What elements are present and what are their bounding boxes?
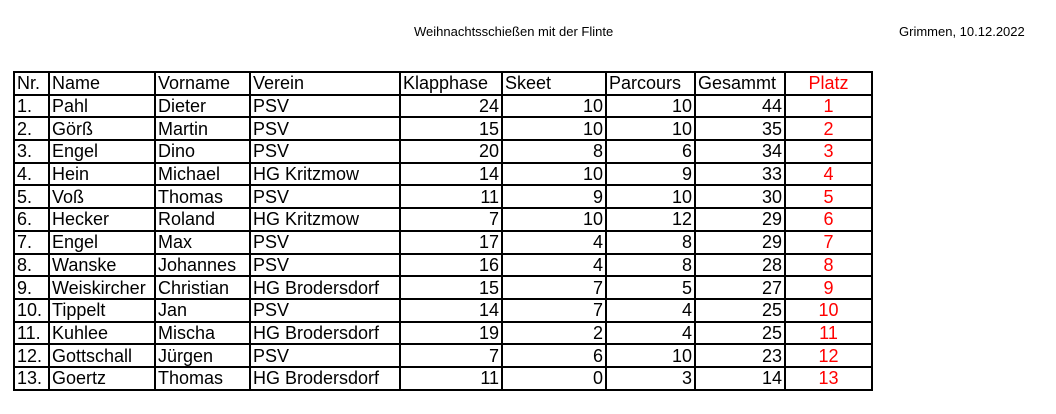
- col-header-vorname: Vorname: [155, 72, 250, 95]
- cell-parcours: 12: [606, 208, 695, 231]
- cell-skeet: 10: [502, 95, 606, 118]
- cell-name: Voß: [49, 185, 155, 208]
- cell-nr: 13.: [14, 367, 49, 390]
- cell-skeet: 7: [502, 276, 606, 299]
- cell-gesammt: 23: [695, 344, 785, 367]
- cell-vorname: Jürgen: [155, 344, 250, 367]
- col-header-klapphase: Klapphase: [400, 72, 502, 95]
- cell-skeet: 9: [502, 185, 606, 208]
- cell-vorname: Michael: [155, 163, 250, 186]
- cell-nr: 11.: [14, 322, 49, 345]
- cell-gesammt: 44: [695, 95, 785, 118]
- cell-verein: HG Kritzmow: [250, 163, 400, 186]
- results-table: [13, 71, 873, 391]
- cell-parcours: 6: [606, 140, 695, 163]
- col-header-name: Name: [49, 72, 155, 95]
- cell-klapphase: 24: [400, 95, 502, 118]
- cell-vorname: Dino: [155, 140, 250, 163]
- cell-gesammt: 14: [695, 367, 785, 390]
- cell-parcours: 3: [606, 367, 695, 390]
- cell-gesammt: 28: [695, 254, 785, 277]
- cell-gesammt: 25: [695, 299, 785, 322]
- cell-vorname: Max: [155, 231, 250, 254]
- cell-skeet: 10: [502, 208, 606, 231]
- cell-klapphase: 17: [400, 231, 502, 254]
- cell-klapphase: 14: [400, 299, 502, 322]
- cell-platz: 3: [785, 140, 872, 163]
- cell-skeet: 8: [502, 140, 606, 163]
- cell-gesammt: 27: [695, 276, 785, 299]
- cell-vorname: Christian: [155, 276, 250, 299]
- cell-name: Pahl: [49, 95, 155, 118]
- cell-parcours: 4: [606, 299, 695, 322]
- cell-verein: HG Kritzmow: [250, 208, 400, 231]
- cell-klapphase: 16: [400, 254, 502, 277]
- cell-verein: HG Brodersdorf: [250, 367, 400, 390]
- cell-platz: 4: [785, 163, 872, 186]
- cell-nr: 5.: [14, 185, 49, 208]
- cell-nr: 4.: [14, 163, 49, 186]
- cell-verein: PSV: [250, 95, 400, 118]
- cell-platz: 2: [785, 117, 872, 140]
- cell-platz: 13: [785, 367, 872, 390]
- cell-name: Görß: [49, 117, 155, 140]
- cell-verein: PSV: [250, 254, 400, 277]
- cell-gesammt: 29: [695, 208, 785, 231]
- cell-platz: 8: [785, 254, 872, 277]
- table-row: [14, 163, 872, 186]
- cell-verein: PSV: [250, 299, 400, 322]
- cell-name: Tippelt: [49, 299, 155, 322]
- cell-nr: 9.: [14, 276, 49, 299]
- cell-platz: 11: [785, 322, 872, 345]
- cell-verein: PSV: [250, 344, 400, 367]
- cell-name: Gottschall: [49, 344, 155, 367]
- cell-parcours: 4: [606, 322, 695, 345]
- table-row: [14, 231, 872, 254]
- table-row: [14, 140, 872, 163]
- cell-vorname: Thomas: [155, 185, 250, 208]
- cell-klapphase: 15: [400, 117, 502, 140]
- table-row: [14, 117, 872, 140]
- cell-skeet: 10: [502, 163, 606, 186]
- cell-klapphase: 15: [400, 276, 502, 299]
- cell-klapphase: 20: [400, 140, 502, 163]
- col-header-parcours: Parcours: [606, 72, 695, 95]
- cell-parcours: 10: [606, 95, 695, 118]
- place-date: Grimmen, 10.12.2022: [899, 24, 1025, 39]
- cell-vorname: Jan: [155, 299, 250, 322]
- cell-klapphase: 19: [400, 322, 502, 345]
- cell-parcours: 10: [606, 117, 695, 140]
- col-header-nr: Nr.: [14, 72, 49, 95]
- cell-vorname: Martin: [155, 117, 250, 140]
- table-row: [14, 344, 872, 367]
- table-row: [14, 208, 872, 231]
- cell-platz: 10: [785, 299, 872, 322]
- col-header-platz: Platz: [785, 72, 872, 95]
- table-row: [14, 254, 872, 277]
- cell-name: Engel: [49, 140, 155, 163]
- cell-platz: 5: [785, 185, 872, 208]
- cell-parcours: 9: [606, 163, 695, 186]
- cell-gesammt: 30: [695, 185, 785, 208]
- cell-name: Hein: [49, 163, 155, 186]
- cell-nr: 1.: [14, 95, 49, 118]
- cell-verein: HG Brodersdorf: [250, 276, 400, 299]
- cell-skeet: 2: [502, 322, 606, 345]
- cell-klapphase: 11: [400, 185, 502, 208]
- cell-platz: 12: [785, 344, 872, 367]
- cell-gesammt: 33: [695, 163, 785, 186]
- cell-nr: 6.: [14, 208, 49, 231]
- document-title: Weihnachtsschießen mit der Flinte: [414, 24, 614, 39]
- col-header-verein: Verein: [250, 72, 400, 95]
- cell-parcours: 10: [606, 185, 695, 208]
- cell-nr: 12.: [14, 344, 49, 367]
- cell-skeet: 0: [502, 367, 606, 390]
- cell-platz: 1: [785, 95, 872, 118]
- table-row: [14, 185, 872, 208]
- table-row: [14, 95, 872, 118]
- cell-skeet: 4: [502, 254, 606, 277]
- cell-gesammt: 34: [695, 140, 785, 163]
- cell-nr: 2.: [14, 117, 49, 140]
- cell-verein: PSV: [250, 117, 400, 140]
- cell-skeet: 6: [502, 344, 606, 367]
- cell-vorname: Mischa: [155, 322, 250, 345]
- cell-gesammt: 29: [695, 231, 785, 254]
- cell-skeet: 7: [502, 299, 606, 322]
- table-row: [14, 367, 872, 390]
- cell-vorname: Thomas: [155, 367, 250, 390]
- cell-gesammt: 25: [695, 322, 785, 345]
- table-row: [14, 299, 872, 322]
- cell-vorname: Dieter: [155, 95, 250, 118]
- cell-platz: 7: [785, 231, 872, 254]
- cell-nr: 10.: [14, 299, 49, 322]
- cell-name: Kuhlee: [49, 322, 155, 345]
- cell-nr: 8.: [14, 254, 49, 277]
- cell-klapphase: 7: [400, 208, 502, 231]
- cell-platz: 9: [785, 276, 872, 299]
- cell-klapphase: 14: [400, 163, 502, 186]
- cell-parcours: 8: [606, 254, 695, 277]
- cell-klapphase: 11: [400, 367, 502, 390]
- cell-nr: 7.: [14, 231, 49, 254]
- cell-skeet: 10: [502, 117, 606, 140]
- cell-name: Engel: [49, 231, 155, 254]
- cell-verein: PSV: [250, 231, 400, 254]
- cell-platz: 6: [785, 208, 872, 231]
- cell-nr: 3.: [14, 140, 49, 163]
- cell-klapphase: 7: [400, 344, 502, 367]
- col-header-gesammt: Gesammt: [695, 72, 785, 95]
- table-row: [14, 322, 872, 345]
- cell-skeet: 4: [502, 231, 606, 254]
- cell-name: Weiskircher: [49, 276, 155, 299]
- table-header-row: [14, 72, 872, 95]
- cell-vorname: Johannes: [155, 254, 250, 277]
- cell-verein: PSV: [250, 140, 400, 163]
- cell-verein: HG Brodersdorf: [250, 322, 400, 345]
- cell-verein: PSV: [250, 185, 400, 208]
- cell-vorname: Roland: [155, 208, 250, 231]
- cell-name: Wanske: [49, 254, 155, 277]
- cell-name: Goertz: [49, 367, 155, 390]
- cell-parcours: 8: [606, 231, 695, 254]
- cell-parcours: 10: [606, 344, 695, 367]
- cell-parcours: 5: [606, 276, 695, 299]
- cell-gesammt: 35: [695, 117, 785, 140]
- cell-name: Hecker: [49, 208, 155, 231]
- table-row: [14, 276, 872, 299]
- col-header-skeet: Skeet: [502, 72, 606, 95]
